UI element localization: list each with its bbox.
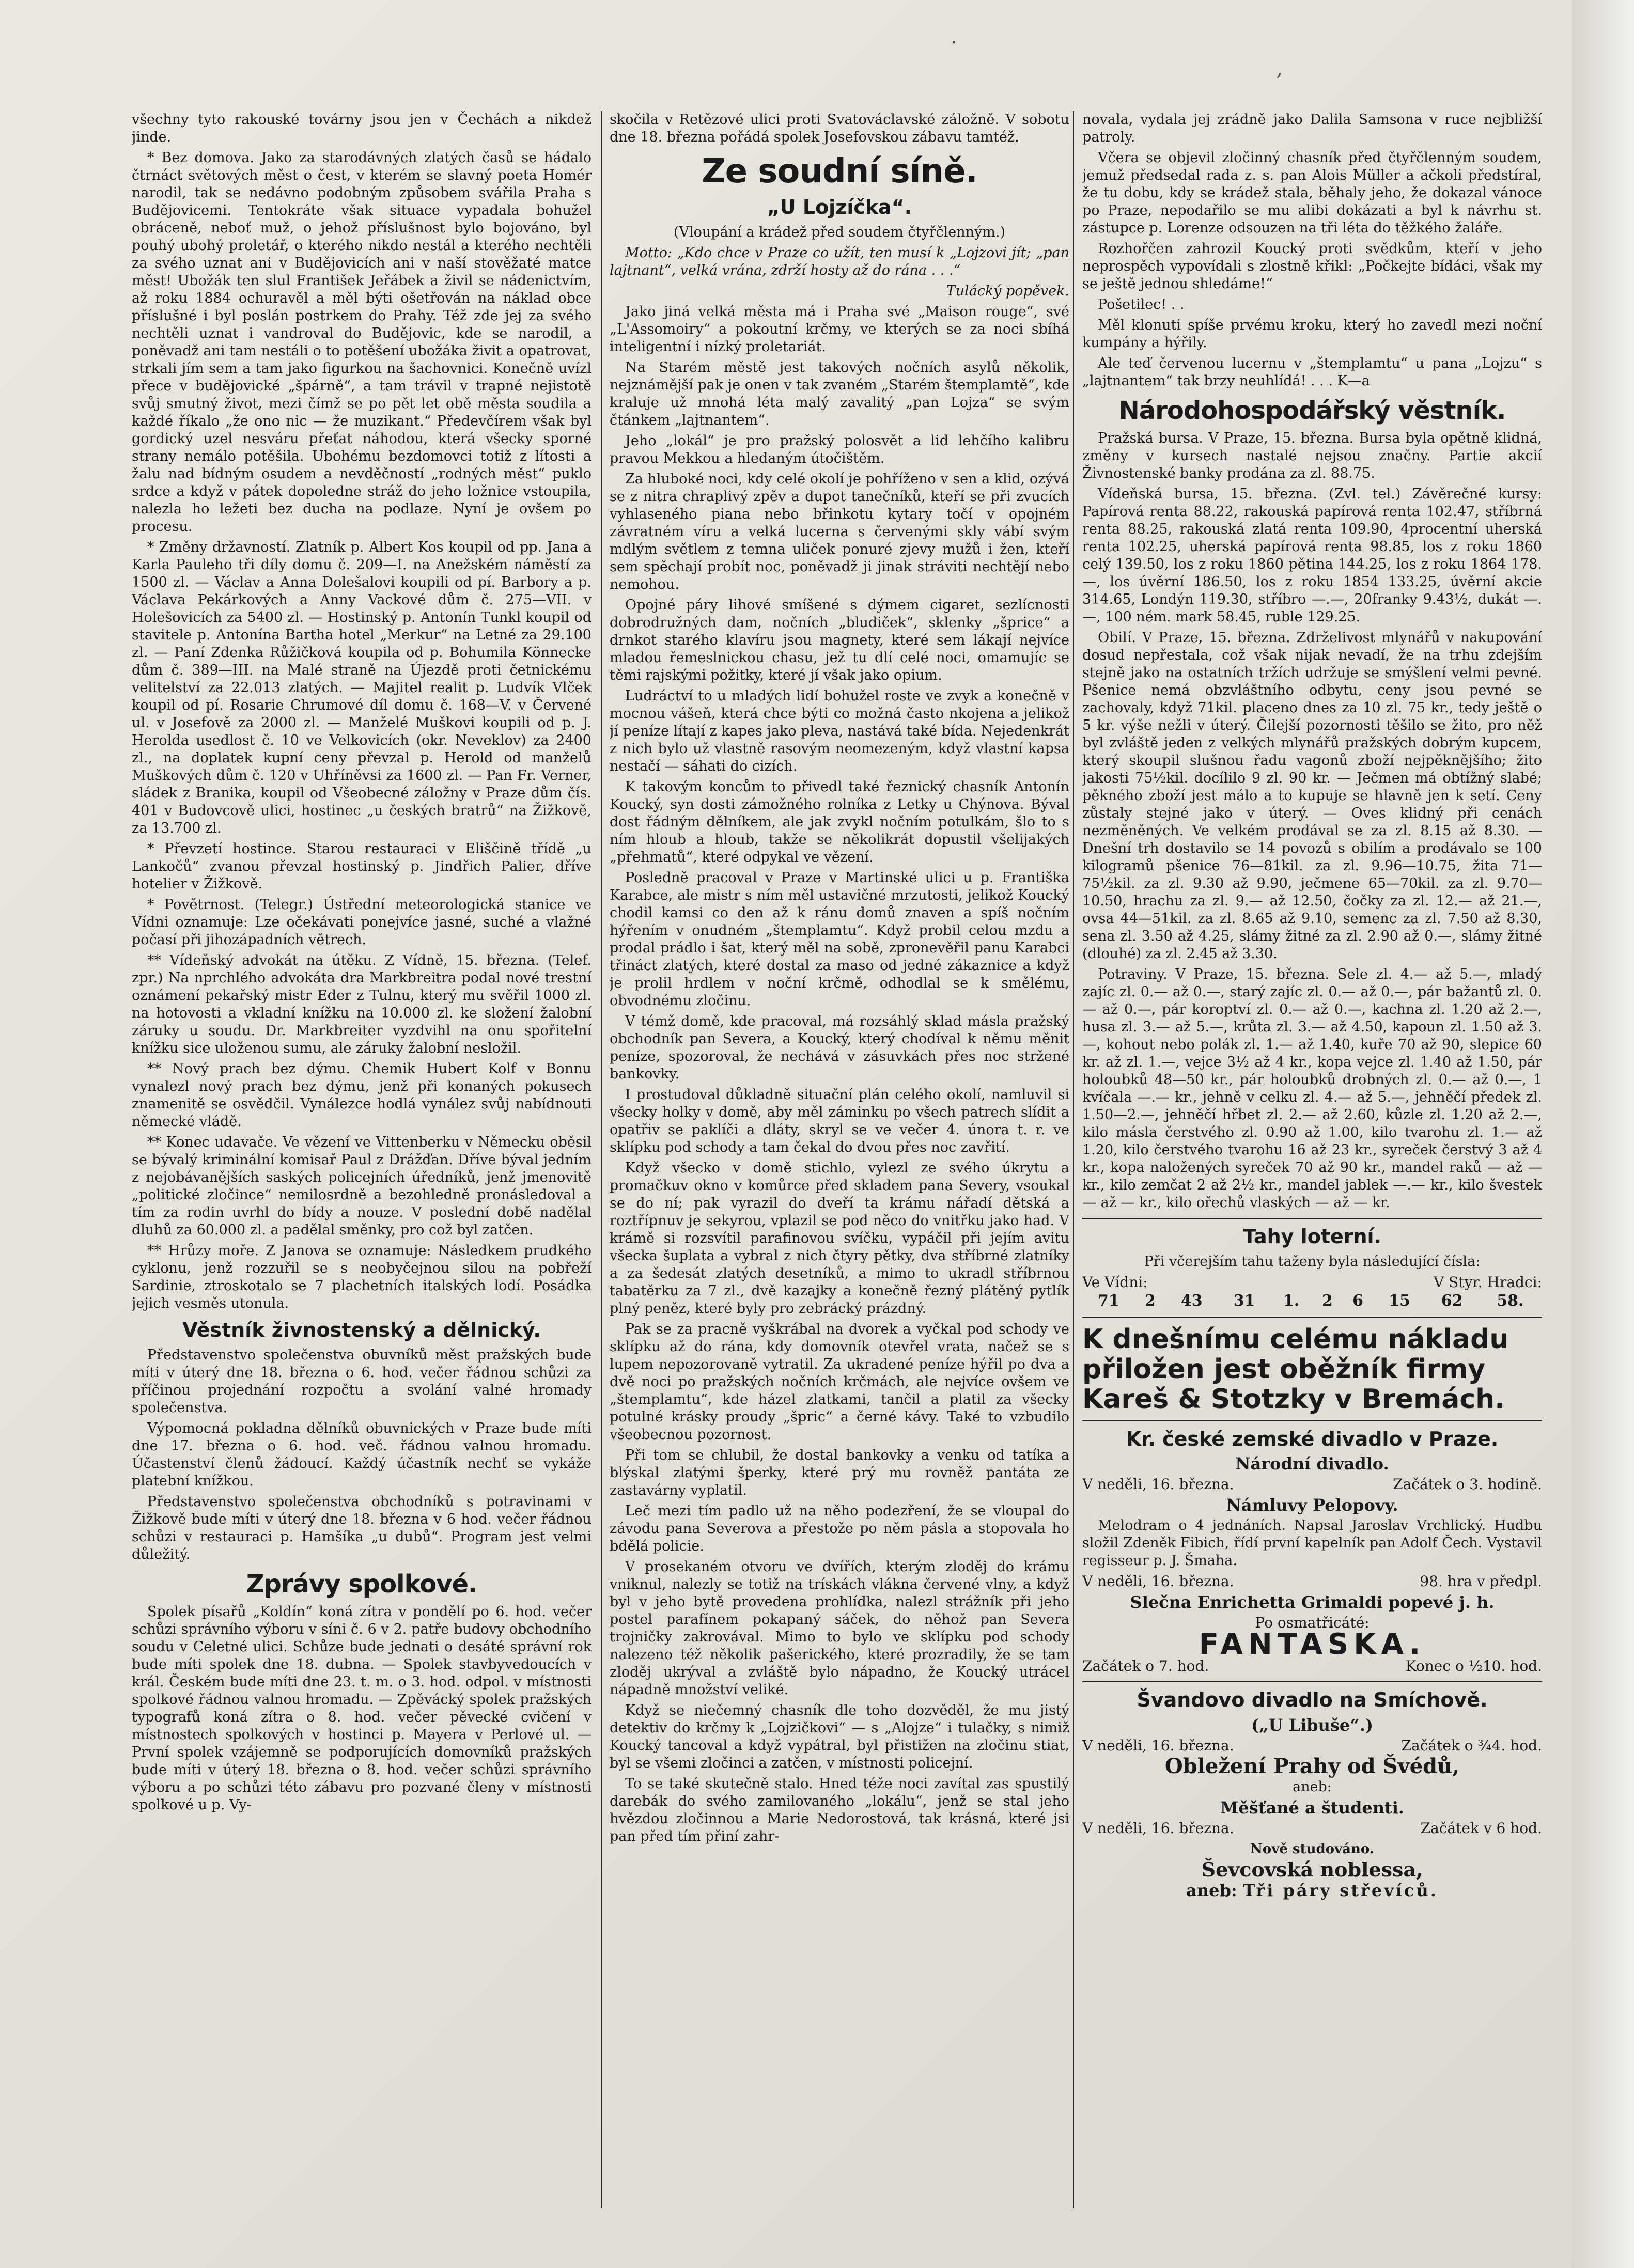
lottery-vienna-label: Ve Vídni:	[1082, 1273, 1148, 1291]
notice-spolky: Spolek písařů „Koldín“ koná zítra v pondělí po 6. hod. večer schůzi správního výboru v síni č. 6 v 2. patře budovy obchodního soudu v Celetné ulici. Schůze bude jednati o desáté správní rok bude míti spolek dne 18. dubna. — Spolek stavbyvedoucích v král. Českém bude míti dne 23. t. m. o 3. hod. odpol. v místnosti spolkové řádnou valnou hromadu. — Zpěvácký spolek pražských typografů koná zítra o 8. hod. večer pěvecké cvičení v místnostech spolkových v hostinci p. Mayera v Perlové ul. — První spolek vzájemně se podporujících domovníků pražských bude míti v úterý 18. března o 8. hod. večer schůzi správního výboru a po schůzi této zábavu pro pozvané členy v místnosti spolkové u p. Vy-	[132, 1603, 592, 1813]
article-paragraph: Měl klonuti spíše prvému kroku, který ho zavedl mezi noční kumpány a hýřily.	[1082, 317, 1542, 351]
theatre-aneb: aneb:	[1186, 1881, 1237, 1901]
lottery-number: 15	[1389, 1291, 1410, 1310]
theatre-play-subtitle: Měšťané a študenti.	[1220, 1798, 1405, 1818]
paper-speck: ‚	[1276, 57, 1283, 81]
motto: Motto: „Kdo chce v Praze co užít, ten musí k „Lojzovi jít; „pan lajtnant“, velká vrána, zdrží hosty až do rána . . .“	[610, 245, 1069, 279]
lottery-number: 2	[1144, 1291, 1156, 1310]
theatre-time: Začátek o ¾4. hod.	[1401, 1737, 1542, 1755]
motto-source: Tulácký popěvek.	[946, 283, 1069, 300]
divider	[1082, 1218, 1542, 1219]
article-note: (Vloupání a krádež před soudem čtyřčlenným.)	[673, 224, 1005, 241]
theatre-heading-svandovo: Švandovo divadlo na Smíchově.	[1137, 1688, 1488, 1712]
article-paragraph: Pak se za pracně vyškrábal na dvorek a vyčkal pod schody ve sklípku až do rána, kdy domovník otevřel vrata, načež se s lupem nepozorovaně vytratil. Za ukradené peníze hýřil po dva a dvě noci po pražských nočních krčmách, ale nejvíce ovšem ve „štemplamtu“, kde házel zlatkami, tančil a platil za všecky potulné krásky proudy „špric“ a černé kávy. Také to vzbudilo všeobecnou pozornost.	[610, 1321, 1069, 1443]
article-bez-domova: * Bez domova. Jako za starodávných zlatých časů se hádalo čtrnáct světových měst o čest, v kterém se slavný poeta Homér narodil, tak se nedávno podobným způsobem svářila Praha s Budějovicemi. Tentokráte však situace vypadala bohužel obráceně, neboť muž, o jehož příslušnost bylo bojováno, byl pouhý ubohý proletář, o kterého nikdo nestál a kterého nechtěli za svého uznat ani v Budějovicích ani v naší stověžaté matce měst! Ubožák ten slul František Jeřábek a živil se nádenictvím, až roku 1884 ochuravěl a měl býti ošetřován na náklad obce příslušné i byl poslán postrkem do Prahy. Též zde jej za svého nechtěli uznat i vandroval do Budějovic, kde se narodil, a poněvadž ani tam nestáli o to potěšení ubožáka živit a opatrovat, strkali jím sem a tam jako figurkou na šachovnici. Konečně uvízl přece v budějovické „špárně“, a tam trávil v trapné nejistotě svůj smutný život, mezi čímž se po pět let obě města soudila a každé říkalo „že ono nic — že muzikant.“ Předevčírem však byl gordický uzel nesváru přeťat náhodou, která všecky sporné strany nemálo potěšila. Ubohému bezdomovci totiž z lítosti a žalu nad bídným osudem a nevděčností „rodných měst“ puklo srdce a když v pátek dopoledne stráž do jeho ložnice vstoupila, nalezla ho ležeti bez ducha na podlaze. Nyní je ovšem po procesu.	[132, 150, 592, 535]
article-paragraph: V témž domě, kde pracoval, má rozsáhlý sklad másla pražský obchodník pan Severa, a Koucký, který chodíval k němu měnit peníze, spozoroval, že nechává v zásuvkách přes noc stržené bankovky.	[610, 1013, 1069, 1083]
report-obili: Obilí. V Praze, 15. března. Zdrželivost mlynářů v nakupování dosud nepřestala, což však nijak nevadí, že na trhu zdejším stejně jako na ostatních tržích udržuje se smýšlení velmi pevné. Pšenice nemá obzvláštního odbytu, ceny jsou pevné se zachovaly, když 71kil. placeno dnes za 10 zl. 75 kr., tedy ještě o 5 kr. výše nežli v úterý. Čilejší pozornosti těšilo se žito, pro něž byl zvláště jeden z velkých mlynářů pražských dobrým kupcem, který skoupil slušnou řadu vagonů zboží nejpěknějšího; žito jakosti 75½kil. docílilo 9 zl. 90 kr. — Ječmen má obtížný slabé; pěkného zboží jest málo a to kupuje se hlavně jen k setí. Ceny zůstaly stejné jako v úterý. — Oves klidný při cenách nezměněných. Ve velkém prodával se za zl. 8.15 až 8.30. — Dnešní trh dostavilo se 14 povozů s obilím a prodávalo se 100 kilogramů pšenice 76—81kil. za zl. 9.96—10.75, žita 71—75½kil. za zl. 9.30 až 9.90, ječmene 65—70kil. za zl. 9.70—10.50, hrachu za zl. 9.— až 12.50, čočky za zl. 12.— až 21.—, ovsa 44—51kil. za zl. 8.65 až 9.10, semenc za zl. 7.50 až 8.30, sena zl. 3.50 až 4.25, slámy žitné za zl. 2.90 až 0.—, slámy žitné (dlouhé) za zl. 2.45 až 3.30.	[1082, 629, 1542, 962]
article-paragraph: K takovým koncům to přivedl také řeznický chasník Antonín Koucký, syn dosti zámožného rolníka z Letky u Chýnova. Býval dost řádným dělníkem, ale jak zvykl nočním potulkám, šlo to s ním hloub a hloub, takže se několikrát dopustil všelijakých „přehmatů“, které odpykal ve vězení.	[610, 779, 1069, 866]
theatre-date: V neděli, 16. března.	[1082, 1820, 1234, 1837]
article-paragraph: Jako jiná velká města má i Praha své „Maison rouge“, své „L'Assomoiry“ a pokoutní krčmy, ve kterých se za noci sbíhá inteligentní i nízký proletariát.	[610, 304, 1069, 355]
lottery-number: 6	[1352, 1291, 1363, 1310]
theatre-row	[1082, 1476, 1542, 1493]
theatre-subheading: Národní divadlo.	[1235, 1454, 1389, 1474]
article-paragraph: Když se niečemný chasník dle toho dozvěděl, že mu jistý detektiv do krčmy k „Lojzičkovi“ — s „Alojze“ i tulačky, s nimiž Koucký tancoval a když vypátral, byl přistižen na zločinu stiat, byl se všemi zločinci a zatčen, v místnosti policejní.	[610, 1702, 1069, 1772]
column-rule	[601, 111, 602, 2208]
lottery-number: 1.	[1283, 1291, 1300, 1310]
theatre-date: V neděli, 16. března.	[1082, 1573, 1234, 1590]
article-continued: všechny tyto rakouské továrny jsou jen v Čechách a nikdež jinde.	[132, 112, 592, 145]
article-paragraph: Za hluboké noci, kdy celé okolí je pohříženo v sen a klid, ozývá se z nitra chraplivý zpěv a dupot tanečníků, kteří se při zvucích vyhlaseného piana nebo břinkotu kytary točí v opojném závratném víru a velká lucerna s červenými skly vábí svým mdlým světlem z temna uliček ponuré zjevy mužů i žen, kteří sem spěchají probít noc, poněvadž ji jinak stráviti nechtějí nebo nemohou.	[610, 471, 1069, 593]
theatre-play-title: Námluvy Pelopovy.	[1226, 1495, 1398, 1515]
lottery-number: 31	[1233, 1291, 1255, 1310]
theatre-aneb: aneb:	[1293, 1779, 1332, 1795]
article-konec-udavace: ** Konec udavače. Ve vězení ve Vittenberku v Německu oběsil se bývalý kriminální komisař Paul z Drážďan. Dříve býval jedním z nejobávanějších saských policejních úředníků, jenž jmenovitě „politické zločince“ nemilosrdně a bezohledně pronásledoval a tím za rodin uvrhl do bídy a nouze. V poslední době nadělal dluhů za 60.000 zl. a padělal směnky, pro což byl zatčen.	[132, 1134, 592, 1238]
article-paragraph: Když všecko v domě stichlo, vylezl ze svého úkrytu a promačkuv okno v komůrce před skladem pana Severy, vsoukal se do ní; pak vyrazil do dveří ta krámu nářadí dětská a roztřípnuv je sekyrou, vplazil se pod něco do vnitřku jako had. V krámě si rozsvítil parafinovou svíčku, vypáčil při jejím avitu všecka šuplata a vybral z nich čtyry pětky, dva stříbrné zlatníky a za šedesát zlatých desetníků, a mimo to ukradl stříbrnou tabatěrku za 7 zl., dvě kazajky a konečně řezný plátěný pytlík plný peněz, které byly pro zebrácký prázdný.	[610, 1160, 1069, 1317]
page-edge	[1572, 0, 1634, 2268]
article-povetrnost: * Povětrnost. (Telegr.) Ústřední meteorologická stanice ve Vídni oznamuje: Lze očekávati ponejvíce jasné, suché a vlažné počasí při jihozápadních větrech.	[132, 897, 592, 948]
notice-potraviny: Představenstvo společenstva obchodníků s potravinami v Žižkově bude míti v úterý dne 18. března v 6 hod. večer řádnou schůzi v restauraci p. Hamšíka „u dubů“. Program jest velmi důležitý.	[132, 1493, 592, 1562]
lottery-numbers	[1082, 1291, 1542, 1311]
theatre-description: Melodram o 4 jednáních. Napsal Jaroslav Vrchlický. Hudbu složil Zdeněk Fibich, řídí první kapelník pan Adolf Čech. Vystavil regisseur p. J. Šmaha.	[1082, 1518, 1542, 1569]
article-paragraph: Opojné páry lihové smíšené s dýmem cigaret, sezlícnosti dobrodružných dam, nočních „bludiček“, sklenky „šprice“ a drnkot starého klavíru jsou magnety, které sem lákají nejvíce mladou řemeslnickou chasu, jež tu dlí celé noci, omamujíc se těmi rajskými požitky, které jí však jako opium.	[610, 597, 1069, 684]
theatre-row	[1082, 1820, 1542, 1837]
section-heading-narodohospodarsky: Národohospodářský věstník.	[1118, 396, 1506, 425]
section-heading-soudni-sin: Ze soudní síně.	[702, 152, 977, 191]
article-paragraph: Na Starém městě jest takových nočních asylů několik, nejznámější pak je onen v tak zvaném „Starém štemplamtě“, kde kraluje už mnohá léta malý zavalitý „pan Lojza“ se svým čtánkem „lajtnantem“.	[610, 359, 1069, 429]
paper-speck: ·	[951, 31, 957, 55]
theatre-row	[1082, 1737, 1542, 1755]
article-paragraph: Ludráctví to u mladých lidí bohužel roste ve zvyk a konečně v mocnou vášeň, která chce býti co možná často nkojena a jelikož jí peníze lítají z kapes jako pleva, nastává také bída. Nejedenkrát z nich bylo už vlastně rasovým neomezeným, když vlastní kapsa nestačí — sáhati do cizích.	[610, 688, 1069, 775]
article-paragraph: Včera se objevil zločinný chasník před čtyřčlenným soudem, jemuž předsedal rada z. s. pan Alois Müller a ačkoli předstíral, že tu dobu, kdy se krádež stala, běhaly jeho, že dokazal vánoce po Praze, nepodařilo se mu alibi dokázati a byl k návrhu st. zástupce p. Lorenze odsouzen na tři léta do těžkého žaláře.	[1082, 150, 1542, 236]
lottery-heading: Tahy loterní.	[1242, 1225, 1382, 1248]
column-1	[132, 111, 592, 2208]
article-continued: skočila v Retězové ulici proti Svatováclavské záložně. V sobotu dne 18. března pořádá spolek Josefovskou zábavu tamtéž.	[610, 112, 1069, 145]
article-zmeny-drzavnosti: * Změny državností. Zlatník p. Albert Kos koupil od pp. Jana a Karla Pauleho tři díly domu č. 209—I. na Anežském náměstí za 1500 zl. — Václav a Anna Dolešalovi koupili od pí. Barbory a p. Václava Pekárkových a Anny Vackové dům č. 275—VII. v Holešovicích za 5400 zl. — Hostinský p. Antonín Tunkl koupil od stavitele p. Antonína Bartha hotel „Merkur“ na Letné za 29.100 zl. — Paní Zdenka Růžičková koupila od p. Bohumila Könnecke dům č. 389—III. na Malé straně na Újezdě proti četnickému velitelství za 22.013 zlatých. — Majitel realit p. Ludvík Vlček koupil od pí. Rosarie Chrumové díl domu č. 168—V. v Červené ul. v Josefově za 2000 zl. — Manželé Muškovi koupili od p. J. Herolda usedlost č. 10 ve Velkovicích (okr. Neveklov) za 2400 zl., na doplatek kupní ceny převzal p. Herold od manželů Muškových dům č. 120 v Uhříněvsi za 1600 zl. — Pan Fr. Verner, sládek z Branika, koupil od Všeobecné záložny v Praze dům čís. 401 v Budovcově ulici, hostinec „u českých bratrů“ na Žižkově, za 13.700 zl.	[132, 539, 592, 836]
divider	[1082, 1681, 1542, 1682]
theatre-end: Konec o ½10. hod.	[1405, 1657, 1542, 1675]
notice-pokladna: Výpomocná pokladna dělníků obuvnických v Praze bude míti dne 17. března o 6. hod. več. řádnou valnou hromadu. Účastenství členů žádoucí. Každý účastník nechť se vykáže platební knížkou.	[132, 1420, 592, 1489]
article-paragraph: Při tom se chlubil, že dostal bankovky a venku od tatíka a blýskal zlatými šperky, které prý mu rovněž pantáta ze zastavárny vyplatil.	[610, 1447, 1069, 1499]
divider	[1082, 1317, 1542, 1318]
lottery-number: 62	[1441, 1291, 1463, 1310]
column-2	[610, 111, 1069, 2208]
theatre-play-alt-title: Tři páry střevíců.	[1242, 1881, 1438, 1901]
theatre-play-subtitle	[1082, 1882, 1542, 1899]
theatre-date: V neděli, 16. března.	[1082, 1737, 1234, 1755]
theatre-performance-number: 98. hra v předpl.	[1420, 1573, 1542, 1590]
column-rule	[1073, 111, 1074, 2208]
theatre-date: V neděli, 16. března.	[1082, 1476, 1234, 1493]
theatre-guest: Slečna Enrichetta Grimaldi popevé j. h.	[1130, 1592, 1495, 1613]
article-paragraph: Posledně pracoval v Praze v Martinské ulici u p. Františka Karabce, ale mistr s ním měl ustavičné mrzutosti, jelikož Koucký chodil kamsi co den až k ránu domů znaven a spíš nočním hýřením v onudném „štemplamtu“. Když probil celou mzdu a prodal prádlo i šat, který měl na sobě, zpronevěřil panu Karabci třináct zlatých, které dostal za maso od jedné zákaznice a když je prolil hrdlem v noční krčmě, odhodlal se k smělému, obvodnému zločinu.	[610, 870, 1069, 1009]
theatre-heading-narodni: Kr. české zemské divadlo v Praze.	[1126, 1427, 1499, 1450]
lottery-subtitle: Při včerejším tahu taženy byla následující čísla:	[1144, 1253, 1481, 1270]
divider	[1082, 1420, 1542, 1421]
article-paragraph: To se také skutečně stalo. Hned téže noci zavítal zas spustilý darebák do svého zamilovaného „lokálu“, jenž se stal jeho hvězdou zločinnou a Marie Nedorostová, tak krásná, které jsi pan před tím přiní zahr-	[610, 1776, 1069, 1845]
article-hruzy-more: ** Hrůzy moře. Z Janova se oznamuje: Následkem prudkého cyklonu, jenž rozzuřil se s neobyčejnou silou na pobřeží Sardinie, ztroskotalo se 7 plachetních italských lodí. Posádka jejich vesměs utonula.	[132, 1243, 592, 1311]
theatre-play-title: Obležení Prahy od Švédů,	[1164, 1754, 1460, 1779]
advert-banner: K dnešnímu celému nákladu přiložen jest oběžník firmy Kareš & Stotzky v Bremách.	[1082, 1323, 1509, 1415]
theatre-row	[1082, 1573, 1542, 1590]
theatre-subheading: („U Libuše“.)	[1251, 1715, 1373, 1735]
theatre-start: Začátek o 7. hod.	[1082, 1657, 1209, 1675]
article-paragraph: Pošetilec! . .	[1098, 296, 1185, 312]
notice-obuvnici: Představenstvo společenstva obuvníků měst pražských bude míti v úterý dne 18. března o 6. hod. večer řádnou schůzi za příčinou projednání rozpočtu a svolání valné hromady společenstva.	[132, 1347, 592, 1416]
article-paragraph: I prostudoval důkladně situační plán celého okolí, namluvil si všecky holky v domě, aby měl záminku po všech patrech slídit a opatřiv se paklíči a dláty, skryl se ve večer 4. února t. r. ve sklípku pod schody a tam čekal do dvou přes noc zavřití.	[610, 1087, 1069, 1156]
article-title-u-lojzicka: „U Lojzíčka“.	[767, 196, 912, 219]
article-paragraph: Ale teď červenou lucernu v „štemplamtu“ u pana „Lojzu“ s „lajtnantem“ tak brzy neuhlídá! . . . K—a	[1082, 355, 1542, 389]
article-paragraph: Leč mezi tím padlo už na něho podezření, že se vloupal do závodu pana Severova a přestože po něm pásla a stopovala ho bdělá policie.	[610, 1503, 1069, 1555]
section-heading-vestnik-zivnostensky: Věstník živnostenský a dělnický.	[182, 1319, 541, 1341]
article-paragraph: V prosekaném otvoru ve dvířích, kterým zloděj do krámu vniknul, nalezly se totiž na trískách vlákna červené vlny, a když byl v jeho bytě provedena prohlídka, nalezl strážník při jeho postel parafínem pokapaný sáček, do něhož pan Severa trojničky zakrovával. Mimo to bylo ve sklípku pod schody nalezeno též několik pašerického, které prozradily, že se tam zloděj ukrýval a zvláště bylo nápadno, že Koucký utrácel nápadně množství veliké.	[610, 1559, 1069, 1698]
article-novy-prach: ** Nový prach bez dýmu. Chemik Hubert Kolf v Bonnu vynalezl nový prach bez dýmu, jenž při konaných pokusech znamenitě se osvědčil. Vynálezce hodlá vynález svůj nabídnouti německé vládě.	[132, 1061, 592, 1130]
article-prevzeti-hostince: * Převzetí hostince. Starou restauraci v Eliščině třídě „u Lankočů“ zvanou převzal hostinský p. Jindřich Palier, dříve hotelier v Žižkově.	[132, 841, 592, 892]
report-prazska-bursa: Pražská bursa. V Praze, 15. března. Bursa byla opětně klidná, změny v kursech nastalé nejsou značny. Partie akcií Živnostenské banky prodána za zl. 88.75.	[1082, 430, 1542, 481]
article-paragraph: Jeho „lokál“ je pro pražský polosvět a lid lehčího kalibru pravou Mekkou a hledaným útočištěm.	[610, 433, 1069, 467]
column-3	[1082, 111, 1542, 2208]
report-potraviny: Potraviny. V Praze, 15. března. Sele zl. 4.— až 5.—, mladý zajíc zl. 0.— až 0.—, starý zajíc zl. 0.— až 0.—, pár bažantů zl. 0.— až 0.—, pár koroptví zl. 0.— až 0.—, kachna zl. 1.20 až 2.—, husa zl. 3.— až 5.—, krůta zl. 3.— až 4.50, kapoun zl. 1.50 až 3.—, kohout nebo polák zl. 1.— až 1.40, kuře 70 až 90, slepice 60 kr. až zl. 1.—, vejce 3½ až 4 kr., kopa vejce zl. 1.40 až 1.50, pár holoubků 48—50 kr., pár holoubků drobných zl. 0.— až 0.—, 1 kvíčala —.— kr., jehně v celku zl. 4.— až 5.—, jehněčí předek zl. 1.50—2.—, jehněčí hřbet zl. 2.— až 2.60, kůzle zl. 1.20 až 2.—, kilo másla čerstvého zl. 0.90 až 1.00, kilo tvarohu zl. 1.— až 1.20, kilo čerstvého tvarohu 16 až 23 kr., syreček čerstvý 3 až 4 kr., kopa naložených syreček 70 až 90 kr., mandel raků — až — kr., kilo zemčat 2 až 2½ kr., mandel jablek —.— kr., kilo švestek — až — kr., kilo ořechů vlaských — až — kr.	[1082, 966, 1542, 1211]
lottery-number: 43	[1180, 1291, 1203, 1310]
lottery-steyr-label: V Styr. Hradci:	[1434, 1273, 1542, 1291]
lottery-number: 71	[1098, 1291, 1119, 1310]
theatre-play-title: Ševcovská noblessa,	[1201, 1858, 1423, 1882]
section-heading-zpravy-spolkove: Zprávy spolkové.	[246, 1569, 477, 1599]
lottery-labels	[1082, 1274, 1542, 1291]
article-continued: novala, vydala jej zrádně jako Dalila Samsona v ruce nejbližší patroly.	[1082, 112, 1542, 145]
article-advokat: ** Vídeňský advokát na útěku. Z Vídně, 15. března. (Telef. zpr.) Na nprchlého advokáta dra Markbreitra podal nové trestní oznámení pekařský mistr Eder z Tulnu, který mu svěřil 1000 zl. na hotovosti a vkladní knížku na 10.000 zl. ke složení žalobní záruky u soudu. Dr. Markbreiter vyzdvihl na onu spořitelní knížku sice uloženou sumu, ale záruky žalobní nesložil.	[132, 952, 592, 1056]
lottery-number: 2	[1322, 1291, 1333, 1310]
theatre-new-note: Nově studováno.	[1250, 1841, 1374, 1857]
report-videnska-bursa: Vídeňská bursa, 15. března. (Zvl. tel.) Závěrečné kursy: Papírová renta 88.22, rakouská papírová renta 102.47, stříbrná renta 88.25, rakouská zlatá renta 109.90, 4procentní uherská renta 102.25, uherská papírová renta 98.85, los z roku 1860 celý 139.50, los z roku 1860 pětina 144.25, los z roku 1864 178.—, los úvěrní 186.50, los z roku 1854 133.25, úvěrní akcie 314.65, Londýn 119.30, stříbro —.—, 20franky 9.43½, dukát —.—, 100 ném. mark 58.45, ruble 129.25.	[1082, 486, 1542, 625]
theatre-play-title: FANTASKA.	[1199, 1628, 1426, 1662]
theatre-repeat-note: Po osmatřicáté:	[1255, 1614, 1370, 1632]
article-paragraph: Rozhořčen zahrozil Koucký proti svědkům, kteří v jeho neprospěch vypovídali s zlostně křikl: „Počkejte bídáci, však my se ještě jednou shledáme!“	[1082, 241, 1542, 292]
theatre-time: Začátek v 6 hod.	[1420, 1820, 1542, 1837]
theatre-time: Začátek o 3. hodině.	[1393, 1476, 1542, 1493]
lottery-number: 58.	[1497, 1291, 1524, 1310]
